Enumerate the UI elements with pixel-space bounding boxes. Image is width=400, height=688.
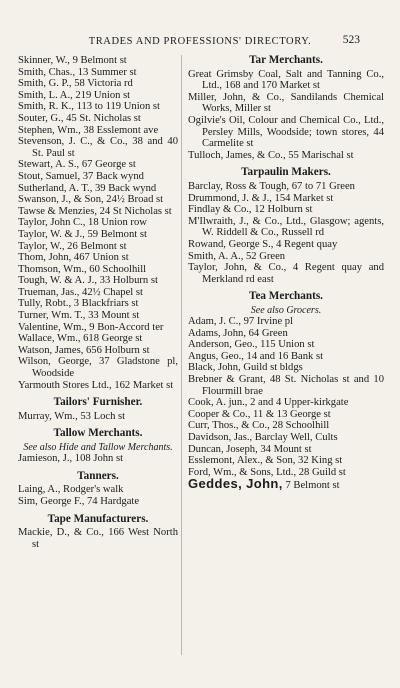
entry: Tulloch, James, & Co., 55 Marischal st [188, 149, 354, 161]
section-heading-tanners: Tanners. [77, 469, 119, 482]
entry: Smith, R. K., 113 to 119 Union st [18, 101, 160, 113]
entry: Stephen, Wm., 38 Esslemont ave [18, 124, 159, 136]
entry: Smith, A. A., 52 Green [188, 250, 286, 262]
section-heading-tarpaulin-makers: Tarpaulin Makers. [241, 166, 331, 179]
entry: Stout, Samuel, 37 Back wynd [18, 170, 144, 182]
entry: Ogilvie's Oil, Colour and Chemical Co., Ltd., Persley Mills, Woodside; town stores, 44 Carmelite st [188, 114, 384, 150]
entry: Thom, John, 467 Union st [18, 252, 129, 264]
entry: Jamieson, J., 108 John st [18, 453, 124, 465]
entry: Cook, A. jun., 2 and 4 Upper-kirkgate [188, 397, 349, 409]
entry: Smith, G. P., 58 Victoria rd [18, 78, 133, 90]
entry: Davidson, Jas., Barclay Well, Cults [188, 432, 338, 444]
entry: Souter, G., 45 St. Nicholas st [18, 112, 141, 124]
entry: Black, John, Guild st bldgs [188, 362, 303, 374]
entry: Trueman, Jas., 42½ Chapel st [18, 286, 143, 298]
section-heading-tar-merchants: Tar Merchants. [249, 54, 323, 66]
entry: Taylor, W. & J., 59 Belmont st [18, 228, 147, 240]
entry: Smith, L. A., 219 Union st [18, 89, 131, 101]
entry: M'Ilwraith, J., & Co., Ltd., Glasgow; agents, W. Riddell & Co., Russell rd [188, 215, 384, 239]
entry: Valentine, Wm., 9 Bon-Accord ter [18, 321, 164, 333]
entry: Ford, Wm., & Sons, Ltd., 28 Guild st [188, 466, 346, 478]
entry: Cooper & Co., 11 & 13 George st [188, 408, 331, 420]
advertised-entry [188, 478, 384, 492]
right-column [188, 55, 384, 492]
left-column [18, 55, 178, 550]
entry: Thomson, Wm., 60 Schoolhill [18, 263, 147, 275]
entry: Mackie, D., & Co., 166 West North st [18, 527, 178, 550]
entries-top [18, 55, 178, 391]
entry: Barclay, Ross & Tough, 67 to 71 Green [188, 180, 355, 192]
entry: Stewart, A. S., 67 George st [18, 159, 136, 171]
entry: Watson, James, 656 Holburn st [18, 344, 150, 356]
advertised-entry-address: 7 Belmont st [285, 480, 340, 492]
entry: Miller, John, & Co., Sandilands Chemical Works, Miller st [188, 91, 384, 115]
entry: Taylor, John C., 18 Union row [18, 217, 147, 229]
entry: Esslemont, Alex., & Son, 32 King st [188, 455, 343, 467]
column-divider [181, 55, 182, 655]
entry: Yarmouth Stores Ltd., 162 Market st [18, 379, 174, 391]
entry: Taylor, John, & Co., 4 Regent quay and Merkland rd east [188, 262, 384, 285]
entry: Wallace, Wm., 618 George st [18, 333, 143, 345]
entry: Duncan, Joseph, 34 Mount st [188, 443, 312, 455]
entry: Adam, J. C., 97 Irvine pl [188, 316, 294, 328]
section-heading-tape-manufacturers: Tape Manufacturers. [47, 512, 149, 525]
entry: Great Grimsby Coal, Salt and Tanning Co., Ltd., 168 and 170 Market st [188, 68, 384, 92]
entry: Wilson, George, 37 Gladstone pl, Woodside [18, 356, 178, 380]
advertised-entry-name: Geddes, John, [188, 476, 283, 492]
entry: Skinner, W., 9 Belmont st [18, 55, 127, 66]
entry: Drummond, J. & J., 154 Market st [188, 192, 334, 204]
entry: Tawse & Menzies, 24 St Nicholas st [18, 205, 172, 217]
entry: Findlay & Co., 12 Holburn st [188, 204, 313, 216]
entry: Tully, Robt., 3 Blackfriars st [18, 298, 139, 310]
entry: Swanson, J., & Son, 24½ Broad st [18, 194, 164, 206]
cross-reference: See also Grocers. [250, 304, 322, 316]
entry: Anderson, Geo., 115 Union st [188, 339, 315, 351]
running-title: TRADES AND PROFESSIONS' DIRECTORY. [88, 36, 312, 47]
entry: Smith, Chas., 13 Summer st [18, 66, 137, 78]
section-heading-tea-merchants: Tea Merchants. [249, 290, 323, 303]
entry: Stevenson, J. C., & Co., 38 and 40 St. Paul st [18, 136, 178, 159]
entry: Brebner & Grant, 48 St. Nicholas st and 10 Flourmill brae [188, 374, 384, 397]
cross-reference: See also Hide and Tallow Merchants. [23, 442, 173, 453]
entry: Sim, George F., 74 Hardgate [18, 495, 140, 507]
entry: Laing, A., Rodger's walk [18, 484, 124, 496]
entry: Sutherland, A. T., 39 Back wynd [18, 182, 157, 194]
entry: Rowand, George S., 4 Regent quay [188, 238, 338, 250]
entry: Adams, John, 64 Green [188, 327, 288, 339]
entry: Tough, W. & A. J., 33 Holburn st [18, 275, 158, 287]
section-heading-tallow-merchants: Tallow Merchants. [53, 427, 143, 440]
entry: Turner, Wm. T., 33 Mount st [18, 310, 140, 322]
entry: Murray, Wm., 53 Loch st [18, 410, 126, 422]
entry: Curr, Thos., & Co., 28 Schoolhill [188, 420, 330, 432]
page-number: 523 [342, 34, 360, 46]
entry: Angus, Geo., 14 and 16 Bank st [188, 350, 324, 362]
entry: Taylor, W., 26 Belmont st [18, 240, 127, 252]
section-heading-tailors-furnisher: Tailors' Furnisher. [53, 396, 143, 409]
